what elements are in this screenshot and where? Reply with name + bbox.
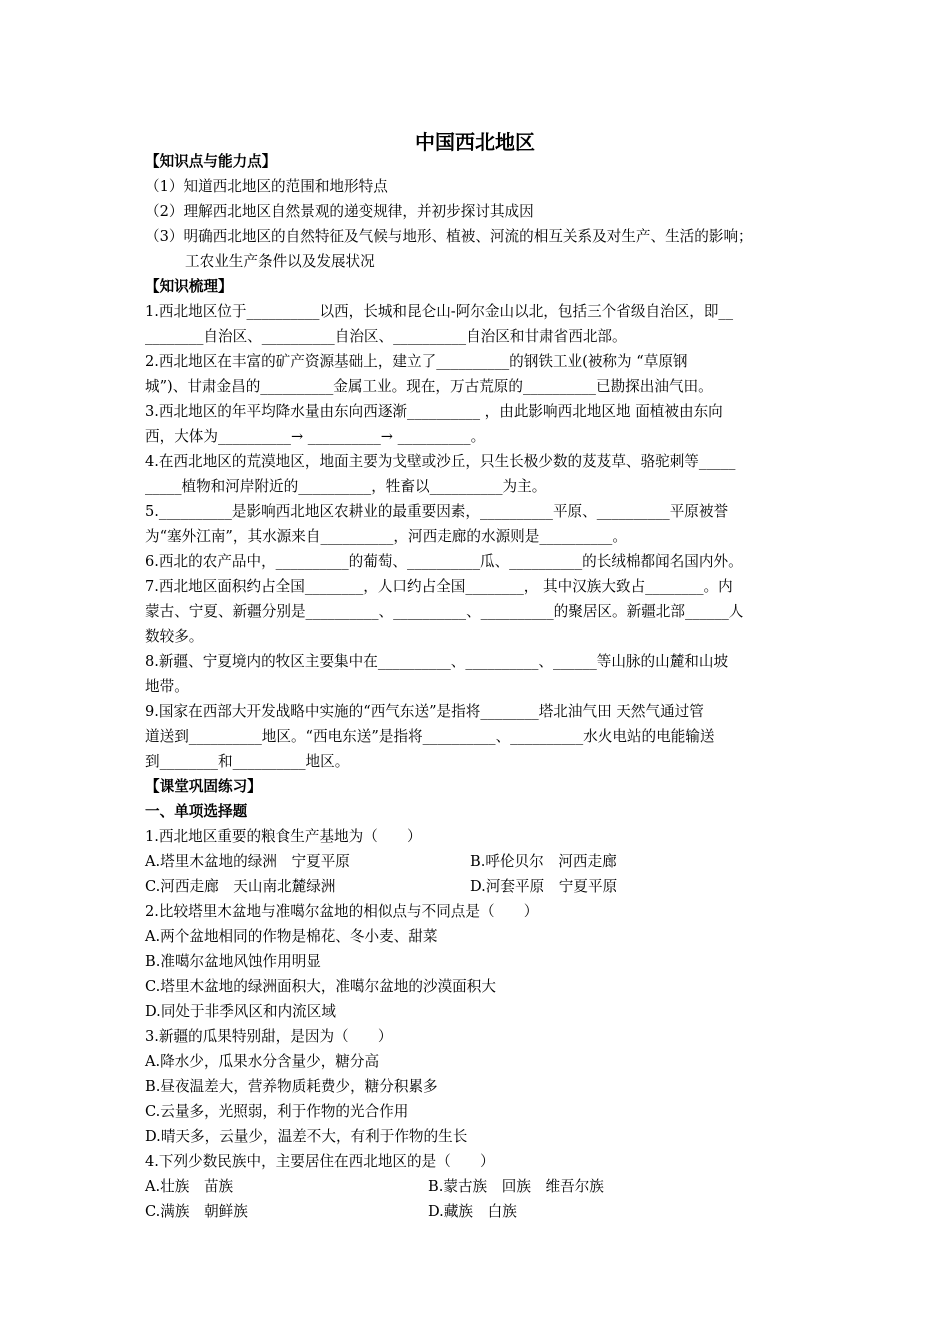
objective-item: 工农业生产条件以及发展状况 [185, 253, 375, 270]
option-a: A.壮族 苗族 [145, 1178, 234, 1195]
section-heading-objectives: 【知识点与能力点】 [145, 153, 277, 170]
option-a: A.两个盆地相同的作物是棉花、冬小麦、甜菜 [145, 928, 438, 945]
review-line: 蒙古、宁夏、新疆分别是__________、__________、__________的聚居区。新疆北部______人 [145, 603, 744, 620]
option-c: C.河西走廊 天山南北麓绿洲 [145, 878, 336, 895]
question-stem: 4.下列少数民族中，主要居住在西北地区的是（ ） [145, 1153, 495, 1170]
review-line: ________自治区、__________自治区、__________自治区和甘肃省西北部。 [145, 328, 627, 345]
option-b: B.呼伦贝尔 河西走廊 [470, 853, 617, 870]
objective-item: （1）知道西北地区的范围和地形特点 [145, 178, 388, 195]
option-b: B.蒙古族 回族 维吾尔族 [428, 1178, 604, 1195]
review-line: 2.西北地区在丰富的矿产资源基础上，建立了__________的钢铁工业(被称为 “草原钢 [145, 353, 688, 370]
objective-item: （2）理解西北地区自然景观的递变规律，并初步探讨其成因 [145, 203, 534, 220]
review-line: _____植物和河岸附近的__________，牲畜以__________为主。 [145, 478, 547, 495]
review-line: 4.在西北地区的荒漠地区，地面主要为戈壁或沙丘，只生长极少数的芨芨草、骆驼刺等_____ [145, 453, 736, 470]
review-line: 数较多。 [145, 628, 204, 645]
review-line: 道送到__________地区。“西电东送”是指将__________、__________水火电站的电能输送 [145, 728, 715, 745]
review-line: 1.西北地区位于__________以西，长城和昆仑山-阿尔金山以北，包括三个省级自治区，即__ [145, 303, 734, 320]
page-title: 中国西北地区 [415, 130, 535, 154]
question-stem: 1.西北地区重要的粮食生产基地为（ ） [145, 828, 422, 845]
review-line: 地带。 [145, 678, 189, 695]
option-d: D.晴天多，云量少，温差不大，有利于作物的生长 [145, 1128, 468, 1145]
option-b: B.准噶尔盆地风蚀作用明显 [145, 953, 321, 970]
option-c: C.塔里木盆地的绿洲面积大，准噶尔盆地的沙漠面积大 [145, 978, 496, 995]
review-line: 为“塞外江南”，其水源来自__________，河西走廊的水源则是__________。 [145, 528, 627, 545]
option-c: C.满族 朝鲜族 [145, 1203, 248, 1220]
option-b: B.昼夜温差大，营养物质耗费少，糖分积累多 [145, 1078, 438, 1095]
objective-item: （3）明确西北地区的自然特征及气候与地形、植被、河流的相互关系及对生产、生活的影响； [145, 228, 753, 245]
option-d: D.同处于非季风区和内流区域 [145, 1003, 336, 1020]
option-d: D.河套平原 宁夏平原 [470, 878, 618, 895]
review-line: 城”)、甘肃金昌的__________金属工业。现在，万古荒原的__________已勘探出油气田。 [145, 378, 713, 395]
review-line: 西，大体为__________→ __________→ __________。 [145, 428, 486, 445]
review-line: 6.西北的农产品中，__________的葡萄、__________瓜、__________的长绒棉都闻名国内外。 [145, 553, 743, 570]
option-c: C.云量多，光照弱，利于作物的光合作用 [145, 1103, 409, 1120]
review-line: 5.__________是影响西北地区农耕业的最重要因素，__________平原、__________平原被誉 [145, 503, 729, 520]
option-a: A.降水少，瓜果水分含量少，糖分高 [145, 1053, 380, 1070]
section-heading-review: 【知识梳理】 [145, 278, 233, 295]
review-line: 7.西北地区面积约占全国________，人口约占全国________， 其中汉族大致占________。内 [145, 578, 733, 595]
option-d: D.藏族 白族 [428, 1203, 517, 1220]
option-a: A.塔里木盆地的绿洲 宁夏平原 [145, 853, 350, 870]
subsection-heading: 一、单项选择题 [145, 803, 248, 820]
question-stem: 3.新疆的瓜果特别甜，是因为（ ） [145, 1028, 393, 1045]
section-heading-practice: 【课堂巩固练习】 [145, 778, 262, 795]
review-line: 8.新疆、宁夏境内的牧区主要集中在__________、__________、______等山脉的山麓和山坡 [145, 653, 729, 670]
review-line: 到________和__________地区。 [145, 753, 350, 770]
question-stem: 2.比较塔里木盆地与准噶尔盆地的相似点与不同点是（ ） [145, 903, 539, 920]
review-line: 3.西北地区的年平均降水量由东向西逐渐__________ ，由此影响西北地区地 面植被由东向 [145, 403, 723, 420]
review-line: 9.国家在西部大开发战略中实施的“西气东送”是指将________塔北油气田 天然气通过管 [145, 703, 704, 720]
